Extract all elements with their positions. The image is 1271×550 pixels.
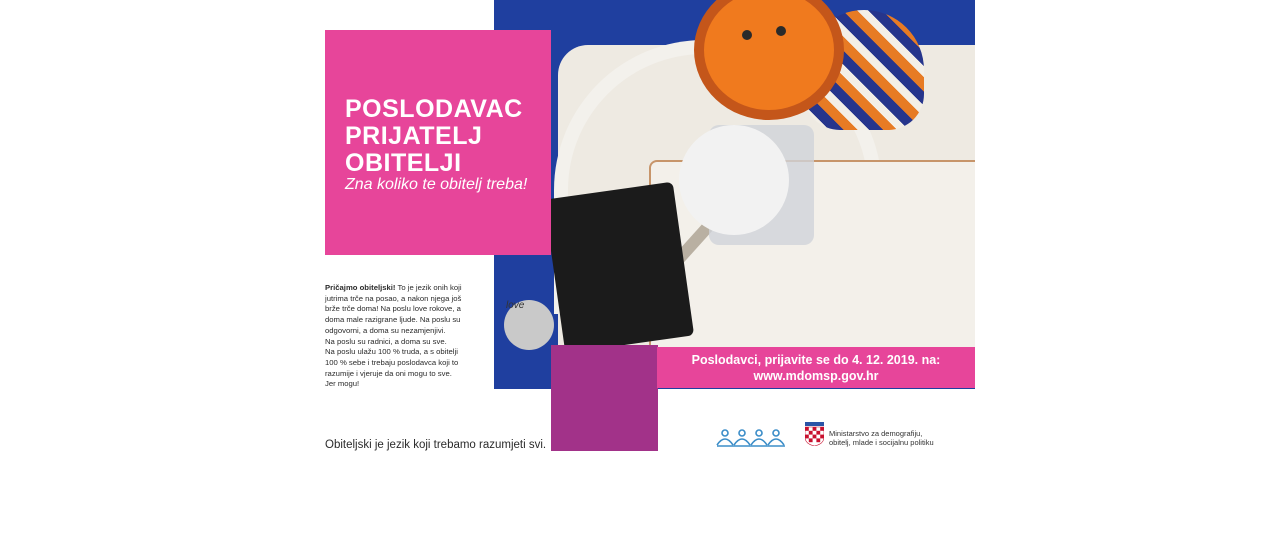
ministry-name [829,429,934,447]
body-line: odgovorni, a doma su nezamjenjivi. [325,325,446,335]
campaign-title [345,96,523,177]
title-line: POSLODAVAC [345,95,523,123]
purple-accent-block [551,345,658,451]
lion-eye [776,26,786,36]
campaign-slogan: Zna koliko te obitelj treba! [345,176,528,193]
title-line: PRIJATELJ [345,122,483,150]
ministry-line: obitelj, mlade i socijalnu politiku [829,438,934,447]
body-line: jutrima trče na posao, a nakon njega još [325,293,462,303]
body-line: 100 % sebe i trebaju poslodavca koji to [325,357,459,367]
people-logo-icon [715,425,787,449]
body-line: To je jezik onih koji [397,283,462,292]
cta-banner [657,347,975,388]
ministry-line: Ministarstvo za demografiju, [829,429,923,438]
body-line: razumije i vjeruje da oni mogu to sve. [325,368,452,378]
baby-bottle-cap [679,125,789,235]
body-line: Na poslu ulažu 100 % truda, a s obitelji [325,347,458,357]
title-line: OBITELJI [345,149,462,177]
cta-text: Poslodavci, prijavite se do 4. 12. 2019. na: [691,353,941,367]
body-lead: Pričajmo obiteljski! [325,283,396,292]
charm-text: love [506,300,525,311]
wallet [544,182,694,354]
cta-url-link[interactable]: www.mdomsp.gov.hr [753,369,879,383]
body-line: doma male razigrane ljude. Na poslu su [325,315,461,325]
campaign-photo [494,0,975,389]
body-line: Jer mogu! [325,379,360,389]
body-line: brže trče doma! Na poslu love rokove, a [325,304,461,314]
lion-eye [742,30,752,40]
body-line: Na poslu su radnici, a doma su sve. [325,336,447,346]
body-copy [325,283,485,390]
footer-tagline: Obiteljski je jezik koji trebamo razumjeti svi. [325,439,547,451]
croatian-coat-of-arms-icon [805,422,824,446]
